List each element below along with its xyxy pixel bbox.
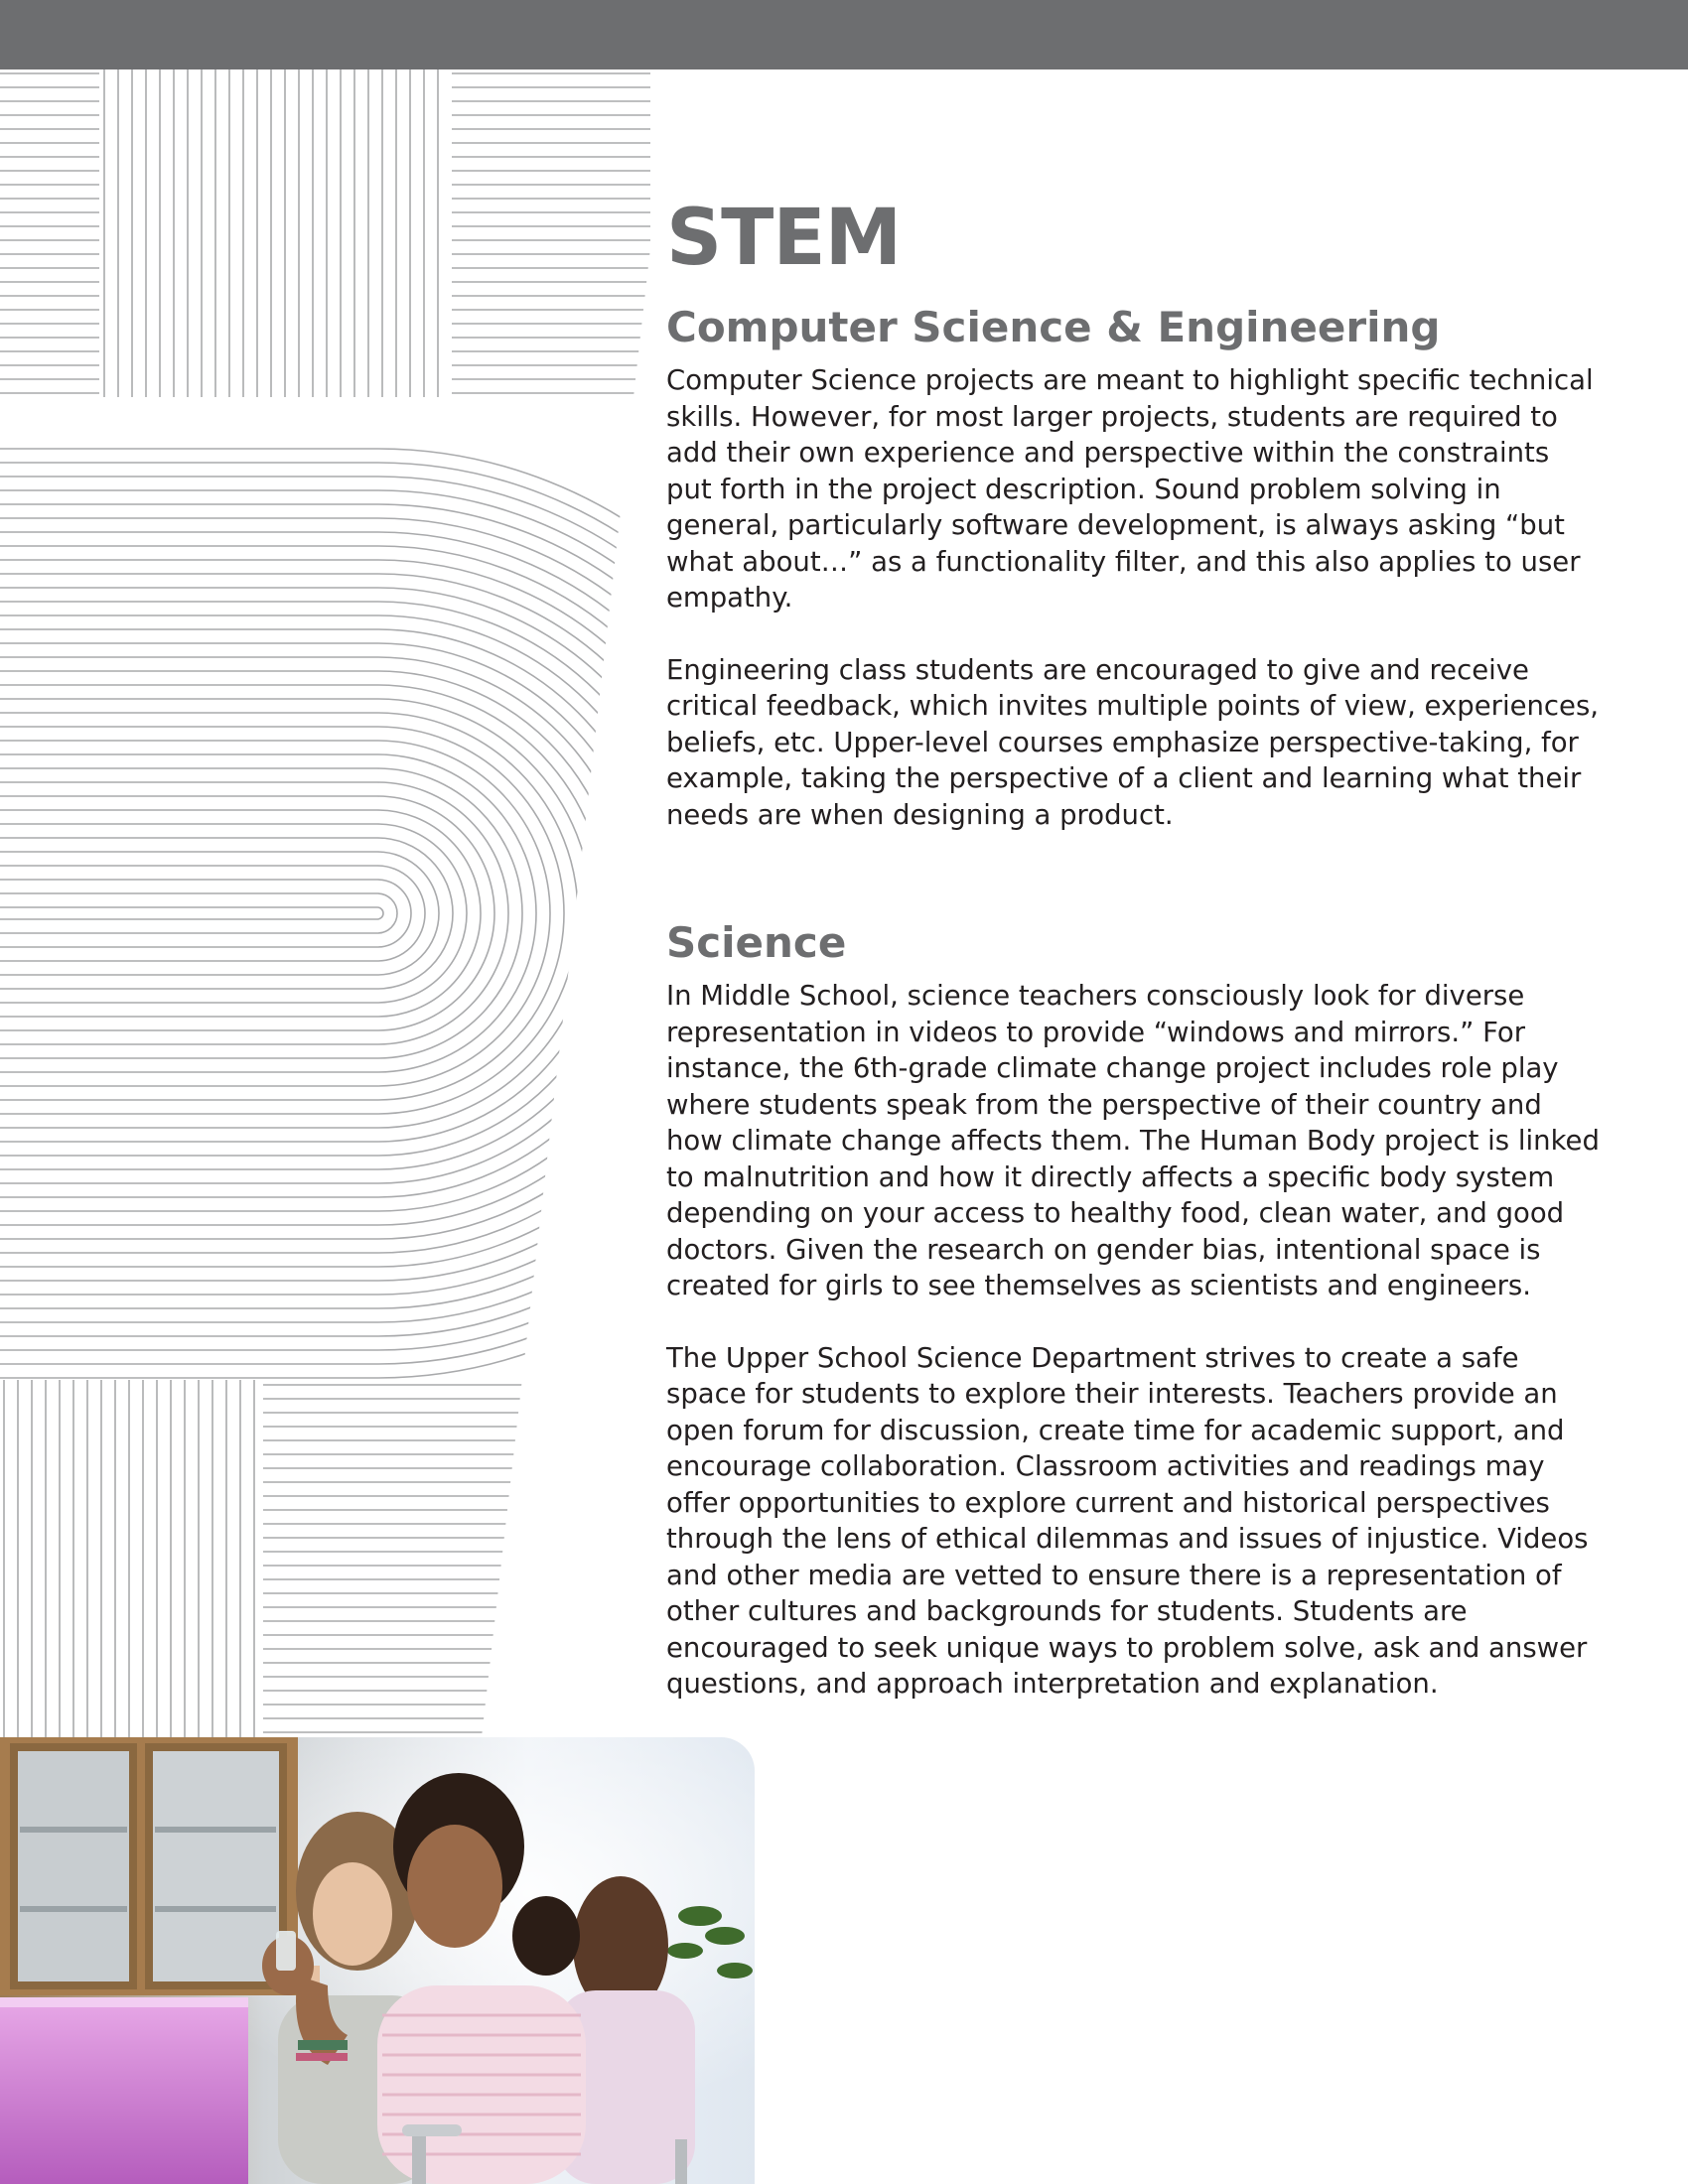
pattern-arc <box>377 588 703 1239</box>
pattern-arc <box>377 643 647 1183</box>
paragraph: The Upper School Science Department strives to create a safe space for students to explore their interests. Teachers provide an open forum for discussion, create time for academic support, and encourage collaboration. Classroom activities and readings may offer opportunities to explore current and historical perspectives through the lens of ethical dilemmas and issues of injustice. Videos and other media are vetted to ensure there is a representation of other cultures and backgrounds for students. Students are encouraged to seek unique ways to problem solve, ask and answer questions, and approach interpretation and explanation. <box>666 1341 1589 1700</box>
pattern-arc <box>377 880 411 947</box>
paragraph: In Middle School, science teachers consciously look for diverse representation in videos to provide “windows and mirrors.” For instance, the 6th-grade climate change project includes role play where students speak from the perspective of their country and how climate change affects them. The Human Body project is linked to malnutrition and how it directly affects a specific body system depending on your access to healthy food, clean water, and good doctors. Given the research on gender bias, intentional space is created for girls to see themselves as scientists and engineers. <box>666 980 1600 1301</box>
pattern-arc <box>377 629 661 1197</box>
pattern-arc <box>377 796 494 1030</box>
paragraph: Engineering class students are encouraged to give and receive critical feedback, which invites multiple points of view, experiences, beliefs, etc. Upper-level courses emphasize perspective-taking, for example, taking the perspective of a client and learning what their needs are when designing a product. <box>666 653 1600 831</box>
pattern-arc <box>377 699 592 1128</box>
main-content <box>666 194 1600 1703</box>
section-heading-computer-science: Computer Science & Engineering <box>666 303 1441 351</box>
pattern-arc <box>377 657 633 1169</box>
header-bar <box>0 0 1688 69</box>
pattern-arc <box>377 893 397 933</box>
pattern-arc <box>377 754 536 1072</box>
pattern-arc <box>377 852 439 975</box>
decorative-line-pattern <box>0 69 755 1737</box>
pattern-arc <box>377 741 550 1086</box>
paragraph: Computer Science projects are meant to highlight specific technical skills. However, for most larger projects, students are required to add their own experience and perspective within the constraints put forth in the project description. Sound problem solving in general, particularly software development, is always asking “but what about…” as a functionality filter, and this also applies to user empathy. <box>666 364 1594 614</box>
page-title: STEM <box>666 194 902 283</box>
pattern-arc <box>377 907 383 919</box>
pattern-arc <box>377 602 689 1225</box>
pattern-arc <box>377 838 453 989</box>
section-heading-science: Science <box>666 918 847 967</box>
students-lab-photo <box>0 1737 755 2184</box>
